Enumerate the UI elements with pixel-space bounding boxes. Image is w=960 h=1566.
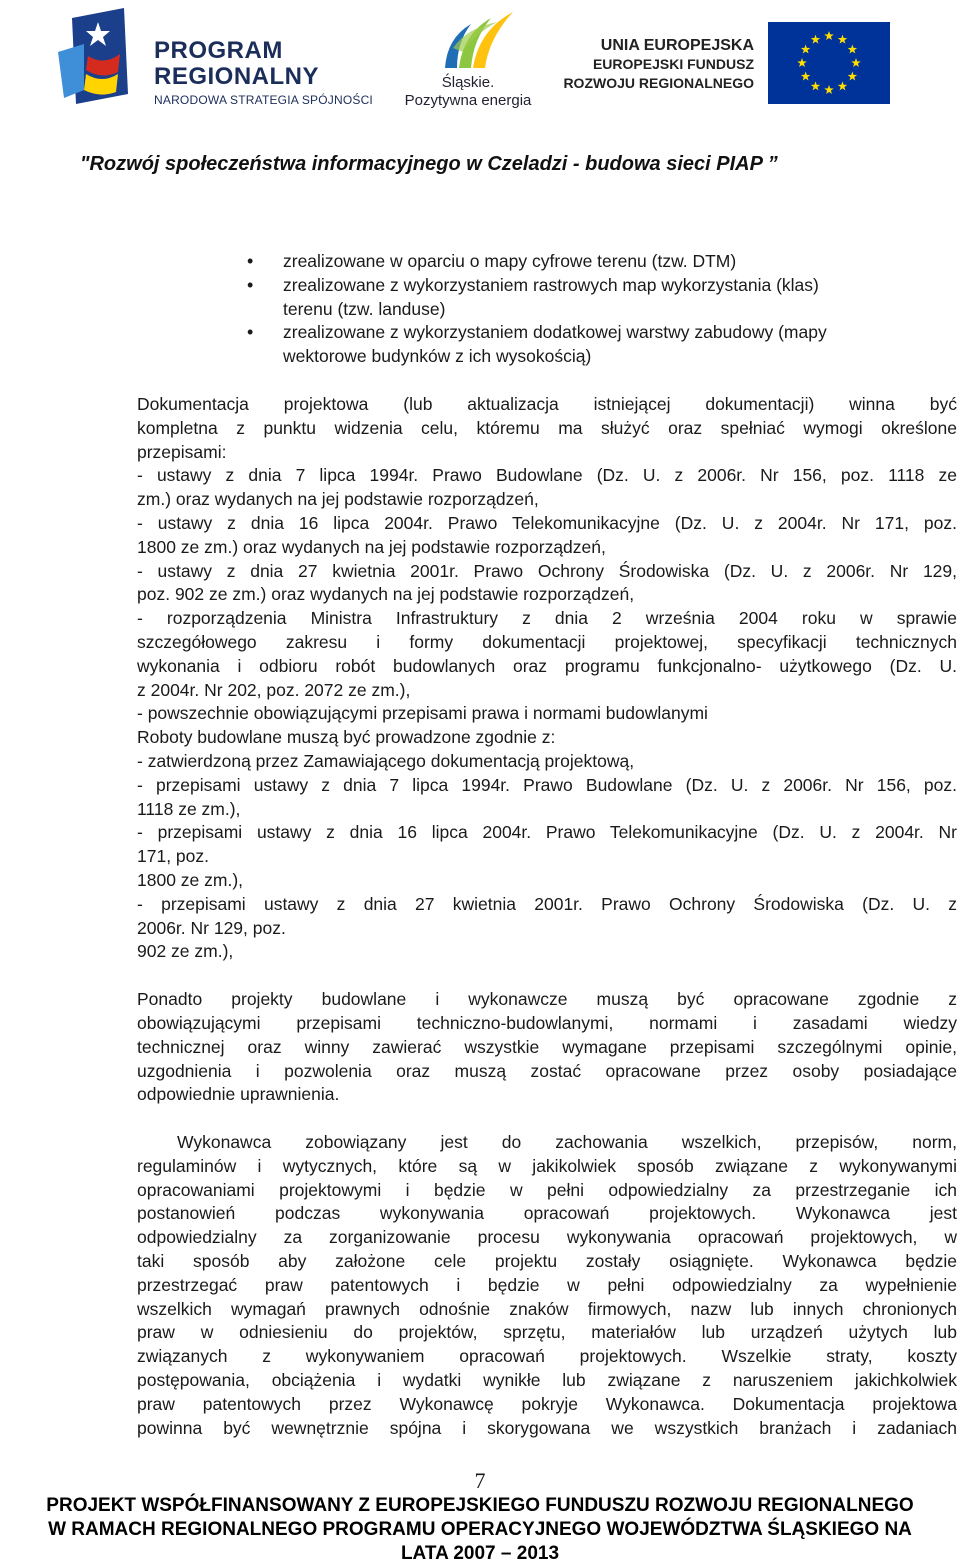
eu-logo-line2: EUROPEJSKI FUNDUSZ	[592, 56, 754, 72]
paragraph-line: - powszechnie obowiązującymi przepisami prawa i normami budowlanymi	[137, 703, 708, 724]
paragraph-line: taki sposób aby założone cele projektu zostały osiągnięte. Wykonawca będzie	[137, 1251, 957, 1272]
paragraph-line: - rozporządzenia Ministra Infrastruktury z dnia 2 września 2004 roku w sprawie	[137, 608, 957, 629]
footer-line: LATA 2007 – 2013	[400, 1543, 560, 1564]
footer-line: PROJEKT WSPÓŁFINANSOWANY Z EUROPEJSKIEGO FUNDUSZU ROZWOJU REGIONALNEGO	[46, 1495, 914, 1516]
header-logos	[0, 0, 960, 118]
paragraph-line: z 2004r. Nr 202, poz. 2072 ze zm.),	[137, 679, 411, 700]
paragraph-line: 1118 ze zm.),	[137, 798, 241, 819]
paragraph-line: obowiązującymi przepisami techniczno-budowlanymi, normami i zasadami wiedzy	[137, 1012, 957, 1033]
paragraph-line: Roboty budowlane muszą być prowadzone zgodnie z:	[137, 727, 556, 748]
eu-logo-line3: ROZWOJU REGIONALNEGO	[563, 75, 754, 91]
paragraph-line: postanowień podczas wykonywania opracowań projektowych. Wykonawca jest	[137, 1203, 957, 1224]
paragraph-line: technicznej oraz winny zawierać wszystkie wymagane przepisami szczególnymi opinie,	[137, 1036, 957, 1057]
bullet-item	[283, 250, 957, 274]
slaskie-logo	[403, 8, 543, 112]
paragraph-line: praw patentowych przez Wykonawcę pokryje Wykonawca. Dokumentacja projektowa	[137, 1393, 957, 1414]
program-logo-line3: NARODOWA STRATEGIA SPÓJNOŚCI	[154, 93, 373, 107]
paragraph-line: opracowaniami projektowymi i będzie w pełni odpowiedzialny za przestrzeganie ich	[137, 1179, 957, 1200]
eu-logo	[556, 22, 896, 108]
paragraph-line: wszelkich wymagań prawnych odnośnie znaków firmowych, nazw lub innych chronionych	[137, 1298, 957, 1319]
bullet-line: terenu (tzw. landuse)	[283, 298, 446, 319]
paragraph-line: 1800 ze zm.) oraz wydanych na jej podstawie rozporządzeń,	[137, 536, 606, 557]
paragraph-line: odpowiednie uprawnienia.	[137, 1084, 340, 1105]
paragraph-line: 1800 ze zm.),	[137, 869, 244, 890]
program-regionalny-emblem-icon	[58, 8, 130, 104]
paragraph-line: poz. 902 ze zm.) oraz wydanych na jej podstawie rozporządzeń,	[137, 584, 635, 605]
paragraph-line: związanych z wykonywaniem opracowań projektowych. Wszelkie straty, koszty	[137, 1346, 957, 1367]
document-title: "Rozwój społeczeństwa informacyjnego w Czeladzi - budowa sieci PIAP ”	[80, 153, 778, 175]
paragraph-line: - ustawy z dnia 7 lipca 1994r. Prawo Budowlane (Dz. U. z 2006r. Nr 156, poz. 1118 ze	[137, 465, 957, 486]
paragraph-line: wykonania i odbioru robót budowlanych oraz programu funkcjonalno- użytkowego (Dz. U.	[137, 655, 957, 676]
paragraph-line: szczegółowego zakresu i formy dokumentacji projektowej, specyfikacji technicznych	[137, 631, 957, 652]
bullet-item	[283, 274, 957, 322]
bullet-item	[283, 321, 957, 369]
paragraph-line: Wykonawca zobowiązany jest do zachowania wszelkich, przepisów, norm,	[177, 1132, 957, 1153]
paragraph-line: 902 ze zm.),	[137, 941, 234, 962]
funding-footer	[0, 1494, 960, 1566]
paragraph-line: praw w odniesieniu do projektów, sprzętu, materiałów lub urządzeń użytych lub	[137, 1322, 957, 1343]
bullet-list	[137, 250, 957, 369]
program-regionalny-logo	[58, 8, 378, 108]
program-logo-line1: PROGRAM	[154, 37, 283, 64]
footer-line: W RAMACH REGIONALNEGO PROGRAMU OPERACYJNEGO WOJEWÓDZTWA ŚLĄSKIEGO NA	[48, 1519, 912, 1540]
paragraph-line: uzgodnienia i pozwolenia oraz muszą zostać opracowane przez osoby posiadające	[137, 1060, 957, 1081]
paragraph-line: powinna być wewnętrznie spójna i skorygowana we wszystkich branżach i zadaniach	[137, 1417, 957, 1438]
paragraph-line: - przepisami ustawy z dnia 27 kwietnia 2001r. Prawo Ochrony Środowiska (Dz. U. z	[137, 893, 957, 914]
paragraph-line: regulaminów i wytycznych, które są w jakikolwiek sposób związane z wykonywanymi	[137, 1155, 957, 1176]
paragraph-line: kompletna z punktu widzenia celu, któremu ma służyć oraz spełniać wymogi określone	[137, 417, 957, 438]
page-number: 7	[474, 1468, 486, 1493]
program-logo-line2: REGIONALNY	[154, 63, 320, 90]
slaskie-waves-icon	[427, 8, 517, 70]
bullet-line: • zrealizowane w oparciu o mapy cyfrowe terenu (tzw. DTM)	[283, 251, 737, 271]
bullet-line: wektorowe budynków z ich wysokością)	[283, 346, 592, 367]
paragraph-line: przestrzegać praw patentowych i będzie w pełni odpowiedzialny za wypełnienie	[137, 1274, 957, 1295]
paragraph-line: - ustawy z dnia 16 lipca 2004r. Prawo Telekomunikacyjne (Dz. U. z 2004r. Nr 171, poz.	[137, 512, 957, 533]
paragraph-line: 2006r. Nr 129, poz.	[137, 917, 286, 938]
paragraph-line: postępowania, obciążenia i wydatki wynikłe lub związane z naruszeniem jakichkolwiek	[137, 1370, 957, 1391]
eu-flag-icon	[768, 22, 890, 104]
paragraph-line: - zatwierdzoną przez Zamawiającego dokumentacją projektową,	[137, 750, 635, 771]
paragraph-line: - przepisami ustawy z dnia 7 lipca 1994r. Prawo Budowlane (Dz. U. z 2006r. Nr 156, poz.	[137, 774, 957, 795]
eu-logo-line1: UNIA EUROPEJSKA	[600, 37, 754, 54]
paragraph-line: odpowiedzialny za zorganizowanie procesu wykonywania opracowań projektowych, w	[137, 1227, 957, 1248]
requirements-paragraph	[137, 393, 957, 964]
bullet-line: • zrealizowane z wykorzystaniem dodatkowej warstwy zabudowy (mapy	[283, 322, 827, 343]
paragraph-line: - ustawy z dnia 27 kwietnia 2001r. Prawo Ochrony Środowiska (Dz. U. z 2006r. Nr 129,	[137, 560, 957, 581]
document-body	[137, 250, 957, 1440]
design-standards-paragraph	[137, 988, 957, 1107]
paragraph-line: Ponadto projekty budowlane i wykonawcze muszą być opracowane zgodnie z	[137, 989, 957, 1010]
contractor-obligations-paragraph	[137, 1131, 957, 1440]
paragraph-line: 171, poz.	[137, 846, 209, 867]
paragraph-line: Dokumentacja projektowa (lub aktualizacja istniejącej dokumentacji) winna być	[137, 393, 957, 414]
slaskie-name: Śląskie.	[441, 74, 495, 91]
paragraph-line: zm.) oraz wydanych na jej podstawie rozporządzeń,	[137, 489, 539, 510]
slaskie-tagline: Pozytywna energia	[404, 92, 532, 109]
paragraph-line: przepisami:	[137, 441, 227, 462]
bullet-line: • zrealizowane z wykorzystaniem rastrowych map wykorzystania (klas)	[283, 274, 819, 295]
paragraph-line: - przepisami ustawy z dnia 16 lipca 2004r. Prawo Telekomunikacyjne (Dz. U. z 2004r. Nr	[137, 822, 957, 843]
